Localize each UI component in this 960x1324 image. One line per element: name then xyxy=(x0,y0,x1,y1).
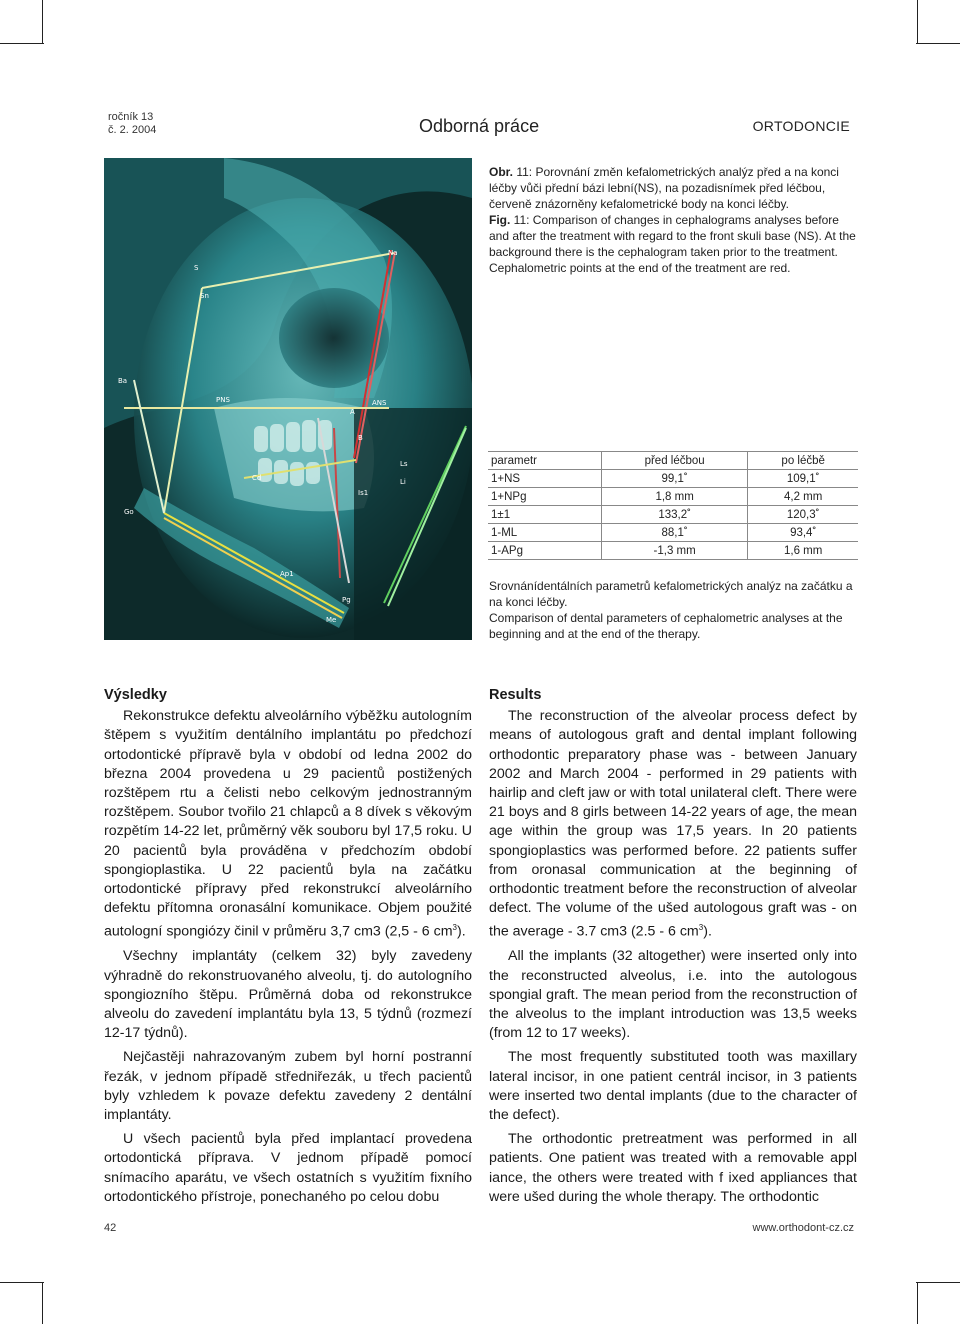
table-row xyxy=(488,488,858,506)
section-heading: Výsledky xyxy=(104,687,167,703)
table-cell: -1,3 mm xyxy=(601,542,747,560)
table-cell: 1+NPg xyxy=(488,488,601,506)
landmark-label: ANS xyxy=(372,399,387,407)
paragraph: The orthodontic pretreatment was performed in all patients. One patient was treated with a removable appl iance, the others were treated with f ixed appliances that were ušed during the whole therapy. The orthodontic xyxy=(489,1131,857,1205)
figure-caption-en-text: 11: Comparison of changes in cephalograms analyses before and after the treatment with regard to the front skuli base (NS). At the background there is the cephalogram taken prior to the treatment. Cephalometric points at the end of the treatment are red. xyxy=(489,213,856,275)
soft-tissue-background xyxy=(354,408,472,640)
parameter-table xyxy=(488,451,858,560)
crop-mark xyxy=(0,43,44,44)
table-cell: 109,1˚ xyxy=(748,470,858,488)
table-cell: 99,1˚ xyxy=(601,470,747,488)
landmark-label: Ba xyxy=(118,377,128,385)
journal-volume: ročník 13 xyxy=(108,111,154,123)
table-caption-en: Comparison of dental parameters of cephalometric analyses at the beginning and at the end of the therapy. xyxy=(489,611,843,641)
page-number: 42 xyxy=(104,1222,117,1234)
table-row xyxy=(488,470,858,488)
cephalogram-image xyxy=(104,158,472,640)
results-column-en xyxy=(489,686,857,1212)
table-row xyxy=(488,506,858,524)
landmark-label: Is1 xyxy=(358,489,369,497)
landmark-label: Ls xyxy=(400,460,408,468)
landmark-label: S xyxy=(194,264,199,272)
figure-caption-en xyxy=(489,212,859,276)
table-cell: 120,3˚ xyxy=(748,506,858,524)
landmark-label: Li xyxy=(400,478,406,486)
paragraph-text: The reconstruction of the alveolar process defect by means of autologous graft and dental implant following orthodontic preparatory phase was - between January 2002 and March 2004 - performed in 29 patients with hairlip and cleft jaw or with total unilateral cleft. There were 21 boys and 8 girls between 14-22 years of age, the mean age within the group was 17,5 years. In 20 patients spongioplastics was performed before. 22 patients suffer from oronasal communication at the beginning of orthodontic treatment before the reconstruction of alveolar defect. The volume of the ušed autologous graft was - on the average - 3.7 cm3 (2.5 - 6 cm xyxy=(489,708,858,941)
table-cell: 133,2˚ xyxy=(601,506,747,524)
landmark-label: Ap1 xyxy=(280,570,294,578)
table-cell: 1,8 mm xyxy=(601,488,747,506)
landmark-label: Cd xyxy=(252,474,262,482)
landmark-label: Pg xyxy=(342,596,351,604)
journal-issue xyxy=(108,111,156,137)
superscript: 3 xyxy=(698,923,704,933)
table-header-cell: po léčbě xyxy=(748,452,858,470)
landmark-label: Me xyxy=(326,616,337,624)
figure-caption-cz xyxy=(489,164,859,212)
crop-mark xyxy=(917,1282,918,1324)
figure-caption xyxy=(489,164,859,276)
section-heading: Results xyxy=(489,687,542,703)
paragraph-text-end: ). xyxy=(457,924,466,941)
paragraph xyxy=(104,707,472,942)
landmark-label: Sn xyxy=(200,292,209,300)
paragraph-text: Rekonstrukce defektu alveolárního výběžku autologním štěpem s využitím dentálního implantátu po předchozí ortodontické přípravě byla v období od ledna 2002 do března 2004 provedena u 29 pacientů postižených rozštěpem rtu a čelisti nebo celkovým jednostranným rozštěpem. Soubor tvořilo 21 chlapců a 8 dívek s věkovým rozpětím 14-22 let, průměrný věk souboru byl 17,5 roku. U 20 pacientů byla prováděna v předchozím období spongioplastika. U 22 pacientů byla na začátku ortodontické přípravy před rekonstrukcí alveolárního defektu přítomna oronasální komunikace. Objem použité autologní spongiózy činil v průměru 3,7 cm3 (2,5 - 6 cm xyxy=(104,708,472,941)
crop-mark xyxy=(916,1282,960,1283)
table-cell: 88,1˚ xyxy=(601,524,747,542)
landmark-label: Go xyxy=(124,508,134,516)
paragraph: Nejčastěji nahrazovaným zubem byl horní postranní řezák, v jednom případě středniřezák, u třech pacientů byly vzhledem k povaze defektu zavedeny 2 dentální implantáty. xyxy=(104,1049,472,1123)
footer-url: www.orthodont-cz.cz xyxy=(752,1222,854,1234)
paragraph: U všech pacientů byla před implantací provedena ortodontická příprava. V jednom případě pomocí snímacího aparátu, ve všech ostatních s využitím fixního ortodontického přístroje, ponechaného po celou dobu xyxy=(104,1131,472,1205)
landmark-label: Na xyxy=(388,249,398,257)
table-caption xyxy=(489,578,861,642)
figure-caption-cz-label: Obr. xyxy=(489,165,514,179)
crop-mark xyxy=(0,1282,44,1283)
table-header-cell: parametr xyxy=(488,452,601,470)
table-cell: 1,6 mm xyxy=(748,542,858,560)
figure-caption-en-label: Fig. xyxy=(489,213,511,227)
paragraph: The most frequently substituted tooth was maxillary lateral incisor, in one patient centrál incisor, in 3 patients were inserted two dental implants (due to the character of the defect). xyxy=(489,1049,857,1123)
paragraph-text-end: ). xyxy=(703,924,712,941)
table-header-row xyxy=(488,452,858,470)
crop-mark xyxy=(917,0,918,44)
table-row xyxy=(488,524,858,542)
landmark-label: B xyxy=(358,434,363,442)
superscript: 3 xyxy=(452,923,457,933)
topic-label: ORTODONCIE xyxy=(752,118,850,134)
table-cell: 1-APg xyxy=(488,542,601,560)
table-cell: 1-ML xyxy=(488,524,601,542)
crop-mark xyxy=(916,43,960,44)
results-column-cz xyxy=(104,686,472,1212)
paragraph: Všechny implantáty (celkem 32) byly zavedeny výhradně do rekonstruovaného alveolu, tj. do autologního spongiozního štěpu. Průměrná doba od rekonstrukce alveolu do zavedení implantátu byla 13, 5 týdnů (rozmezí 12-17 týdnů). xyxy=(104,948,472,1042)
section-title: Odborná práce xyxy=(419,116,540,136)
paragraph xyxy=(489,707,857,942)
table-row xyxy=(488,542,858,560)
table-cell: 4,2 mm xyxy=(748,488,858,506)
cephalogram-figure xyxy=(104,158,472,640)
table-cell: 93,4˚ xyxy=(748,524,858,542)
crop-mark xyxy=(42,0,43,44)
table-caption-cz: Srovnánídentálních parametrů kefalometrických analýz na začátku a na konci léčby. xyxy=(489,579,853,609)
table-header-cell: před léčbou xyxy=(601,452,747,470)
paragraph: All the implants (32 altogether) were inserted only into the reconstructed alveolus, i.e. into the autologous spongial graft. The mean period from the reconstruction of the alveolus to the implant introduction was 13,5 weeks (from 12 to 17 weeks). xyxy=(489,948,857,1042)
crop-mark xyxy=(42,1282,43,1324)
table-cell: 1±1 xyxy=(488,506,601,524)
landmark-label: A xyxy=(350,408,355,416)
figure-caption-cz-text: 11: Porovnání změn kefalometrických analýz před a na konci léčby vůči přední bázi lební(NS), na pozadisnímek před léčbou, červeně znázorněny kefalometrické body na konci léčby. xyxy=(489,165,839,211)
table-cell: 1+NS xyxy=(488,470,601,488)
landmark-label: PNS xyxy=(216,396,230,404)
journal-issue-number: č. 2. 2004 xyxy=(108,124,157,136)
